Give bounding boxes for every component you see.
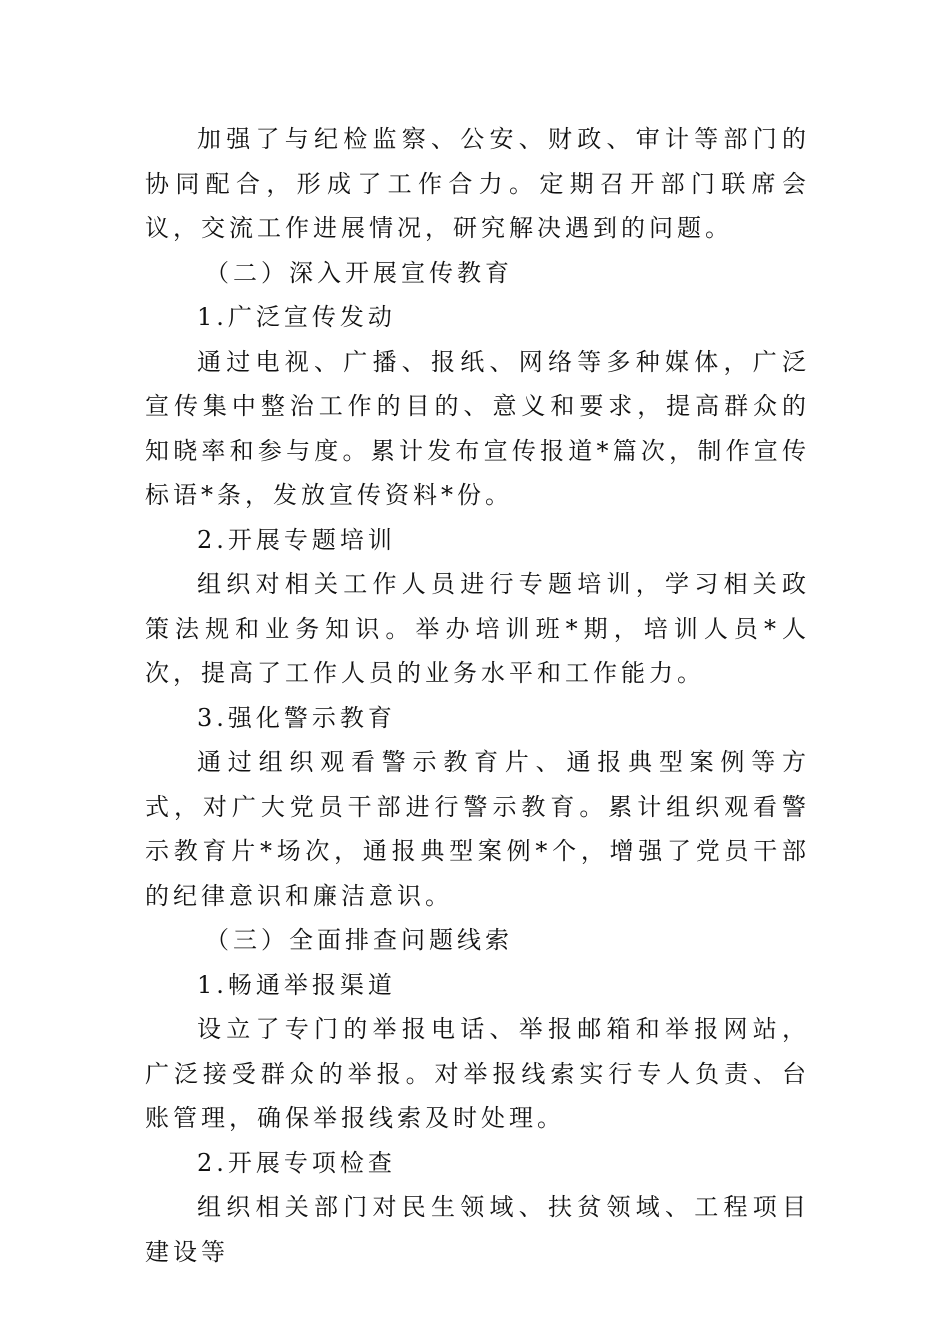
body-paragraph: 组织对相关工作人员进行专题培训，学习相关政策法规和业务知识。举办培训班*期，培训人员*人次，提高了工作人员的业务水平和工作能力。: [145, 570, 810, 687]
body-paragraph: 设立了专门的举报电话、举报邮箱和举报网站，广泛接受群众的举报。对举报线索实行专人负责、台账管理，确保举报线索及时处理。: [145, 1015, 810, 1132]
section-heading: （二）深入开展宣传教育: [205, 258, 513, 287]
body-paragraph: 通过组织观看警示教育片、通报典型案例等方式，对广大党员干部进行警示教育。累计组织观看警示教育片*场次，通报典型案例*个，增强了党员干部的纪律意识和廉洁意识。: [145, 748, 810, 910]
body-paragraph: 加强了与纪检监察、公安、财政、审计等部门的协同配合，形成了工作合力。定期召开部门联席会议，交流工作进展情况，研究解决遇到的问题。: [145, 125, 810, 242]
subsection-heading: 2.开展专题培训: [197, 525, 396, 554]
body-paragraph: 通过电视、广播、报纸、网络等多种媒体，广泛宣传集中整治工作的目的、意义和要求，提高群众的知晓率和参与度。累计发布宣传报道*篇次，制作宣传标语*条，发放宣传资料*份。: [145, 347, 810, 509]
subsection-heading: 2.开展专项检查: [197, 1148, 396, 1177]
subsection-heading: 1.畅通举报渠道: [197, 970, 396, 999]
section-heading: （三）全面排查问题线索: [205, 926, 513, 954]
subsection-heading: 3.强化警示教育: [197, 703, 396, 732]
body-paragraph: 组织相关部门对民生领域、扶贫领域、工程项目建设等: [145, 1193, 810, 1266]
document-body: [145, 117, 810, 1274]
subsection-heading: 1.广泛宣传发动: [197, 303, 396, 331]
